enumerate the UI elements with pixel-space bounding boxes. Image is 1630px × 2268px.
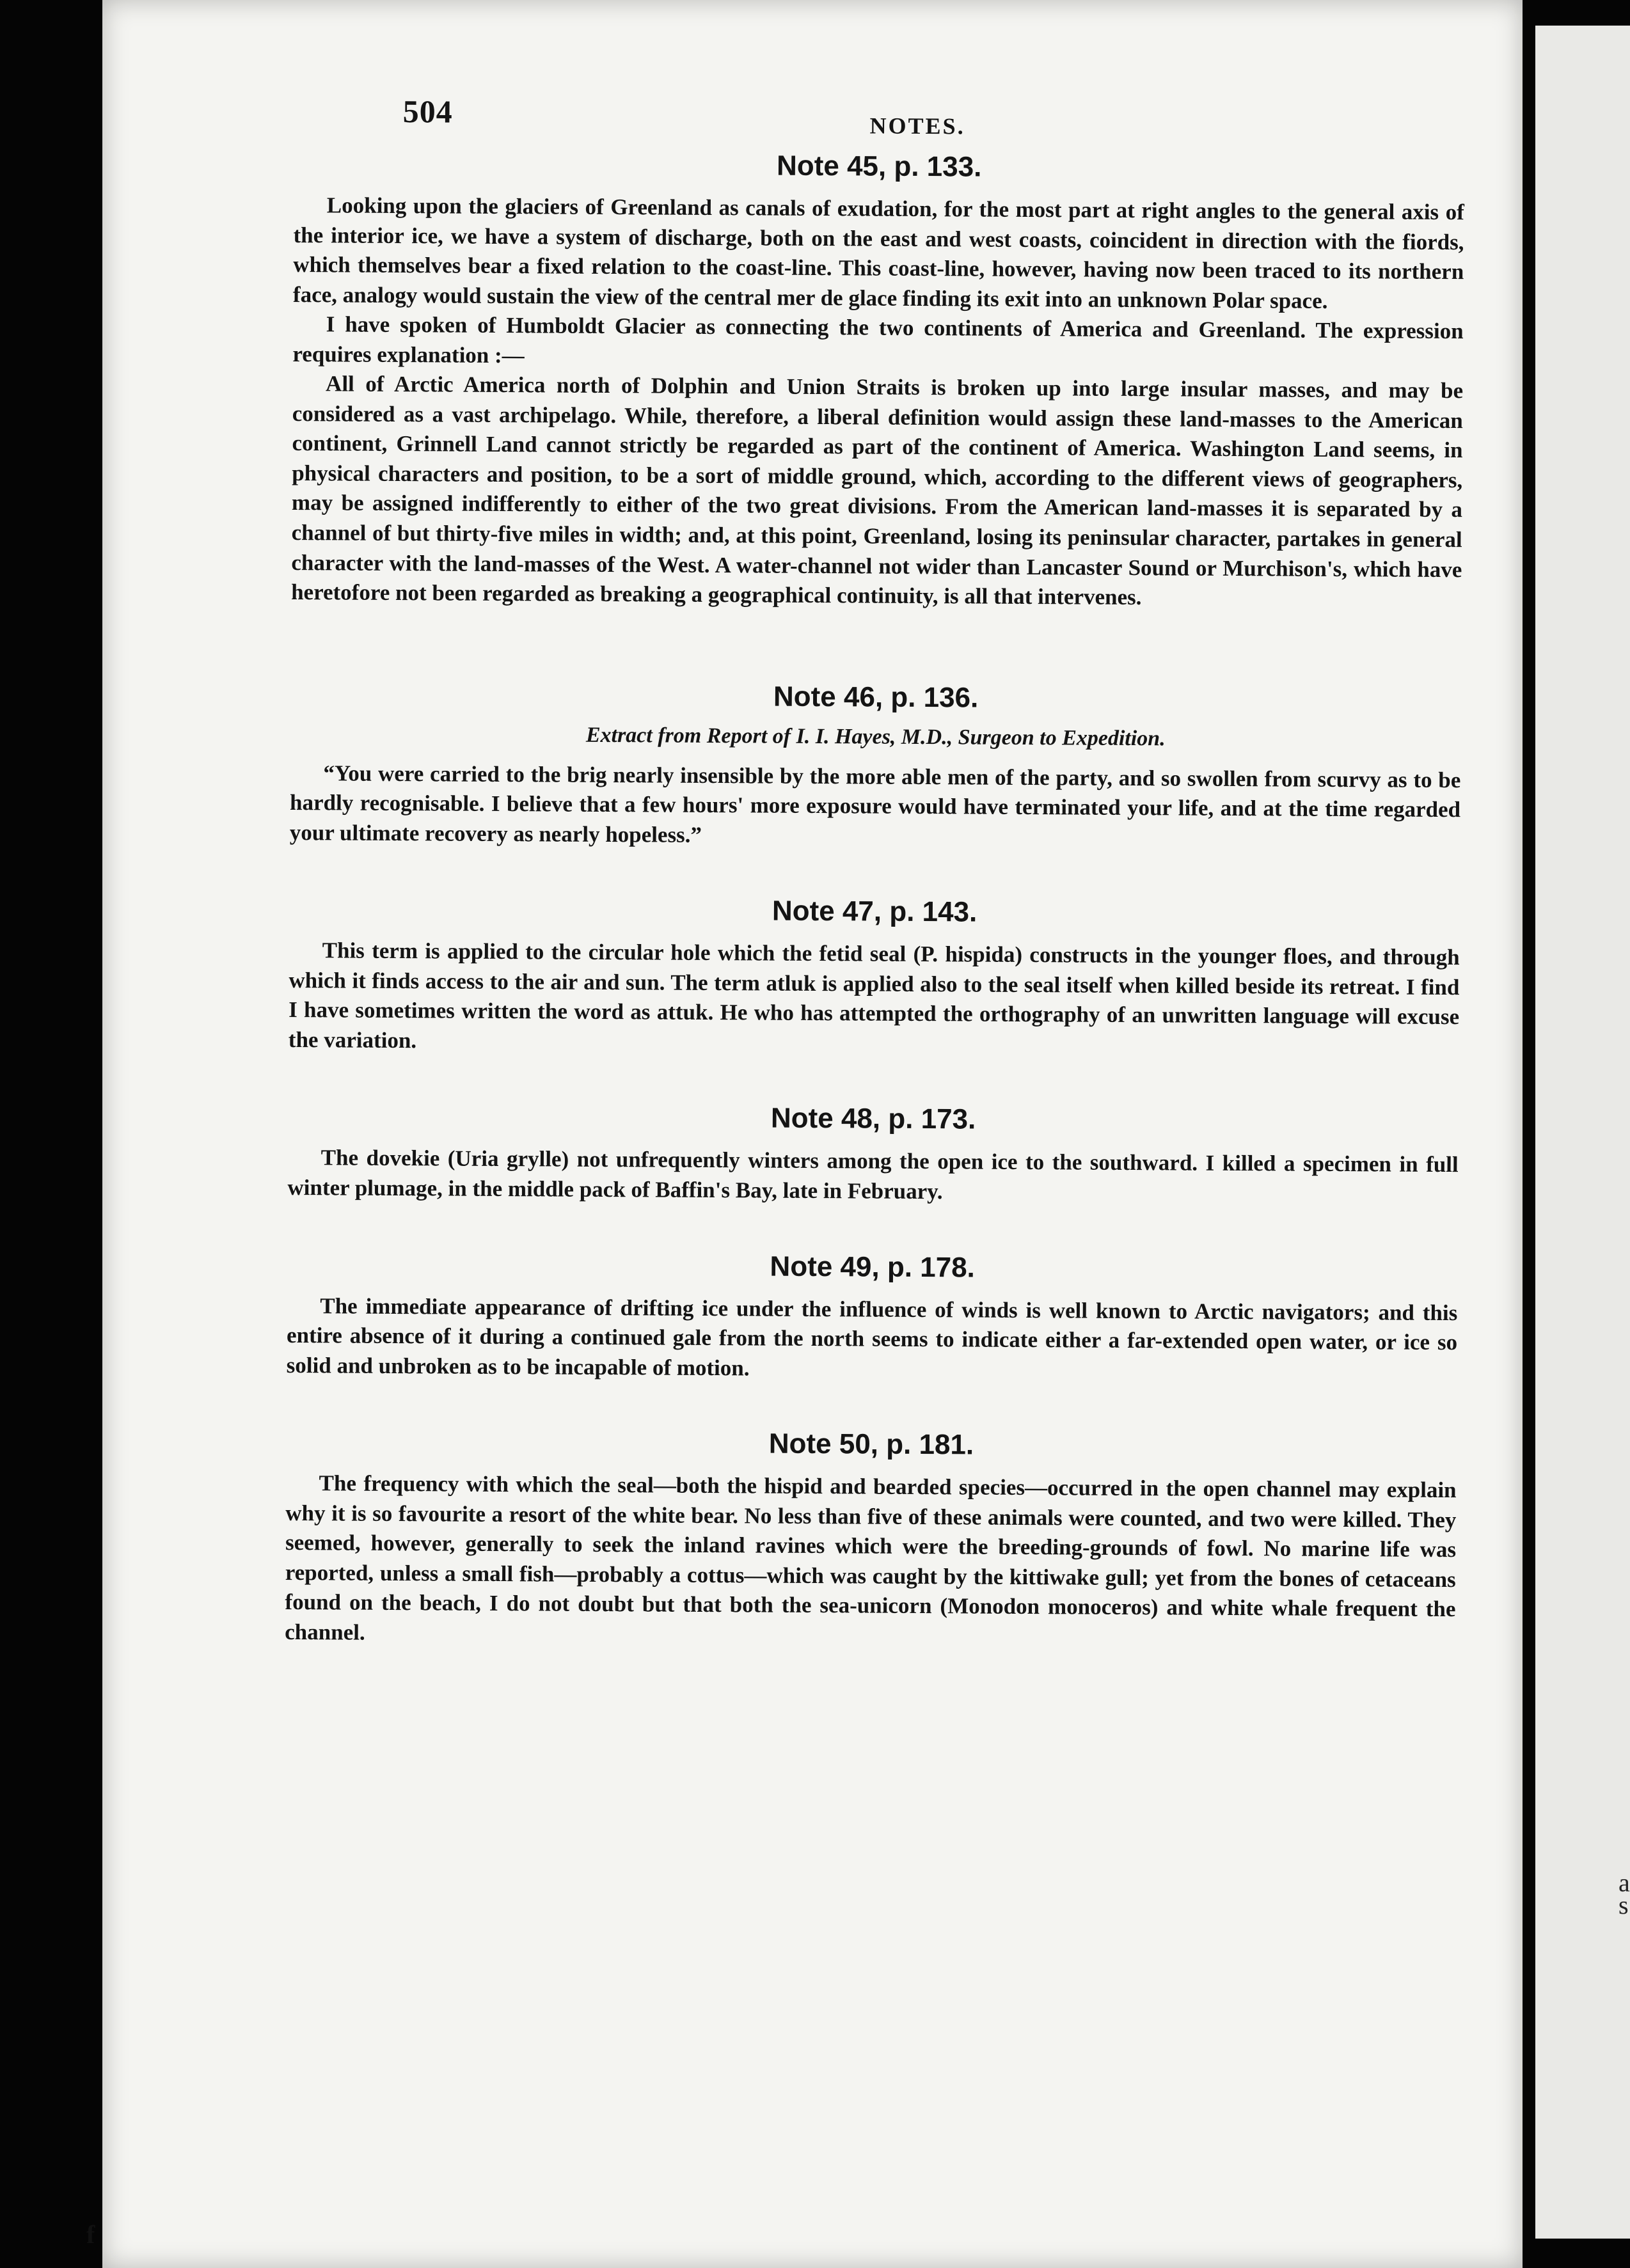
running-title: NOTES. (869, 113, 965, 139)
note-heading: Note 50, p. 181. (768, 1428, 974, 1461)
note-paragraph: The frequency with which the seal—both the hispid and bearded species—occurred in the open channel may explain why it is so favourite a resort of the white bear. No less than five of these animals were counted, and two were killed. They seemed, however, generally to seek the inland ravines which were the breeding-grounds of fowl. No marine life was reported, unless a small fish—probably a cottus—which was caught by the kittiwake gull; yet from the bones of cetaceans found on the beach, I do not doubt but that both the sea-unicorn (Monodon monoceros) and white whale frequent the channel. (285, 1470, 1457, 1645)
adjacent-page-edge (1535, 26, 1630, 2239)
note-46 (290, 678, 1462, 855)
note-heading: Note 46, p. 136. (773, 681, 979, 714)
margin-mark: f (86, 2220, 95, 2249)
book-page (102, 0, 1523, 2268)
note-heading: Note 49, p. 178. (770, 1250, 976, 1284)
note-paragraph: I have spoken of Humboldt Glacier as connecting the two continents of America and Greenland. The expression requires explanation :— (292, 311, 1464, 368)
note-48 (287, 1099, 1459, 1209)
note-heading: Note 48, p. 173. (770, 1103, 976, 1136)
note-paragraph: This term is applied to the circular hole which the fetid seal (P. hispida) constructs in the younger floes, and through which it finds access to the air and sun. The term atluk is applied also to the seal itself when killed beside its retreat. I find I have sometimes written the word as attuk. He who has attempted the orthography of an unwritten language will excuse the variation. (288, 938, 1460, 1053)
note-47 (289, 892, 1460, 1062)
adjacent-page-fragment: s (1618, 1891, 1629, 1919)
note-heading: Note 47, p. 143. (771, 895, 977, 928)
note-paragraph: “You were carried to the brig nearly insensible by the more able men of the party, and so swollen from scurvy as to be hardly recognisable. I believe that a few hours' more exposure would have terminated your life, and at the time regarded your ultimate recovery as nearly hopeless.” (289, 760, 1461, 847)
note-45 (291, 147, 1464, 615)
note-49 (287, 1248, 1458, 1388)
note-heading: Note 45, p. 133. (776, 150, 982, 183)
note-paragraph: All of Arctic America north of Dolphin and Union Straits is broken up into large insular masses, and may be considered as a vast archipelago. While, therefore, a liberal definition would assign these land-masses to the American continent, Grinnell Land cannot strictly be regarded as part of the continent of America. Washington Land seems, in physical characters and position, to be a sort of middle ground, which, according to the different views of geographers, may be assigned indifferently to either of the two great divisions. From the American land-masses it is separated by a channel of but thirty-five miles in width; and, at this point, Greenland, losing its peninsular character, partakes in general character with the land-masses of the West. A water-channel not wider than Lancaster Sound or Murchison's, which have heretofore not been regarded as breaking a geographical continuity, is all that intervenes. (291, 371, 1464, 610)
note-paragraph: The dovekie (Uria grylle) not unfrequently winters among the open ice to the southward. I killed a specimen in full winter plumage, in the middle pack of Baffin's Bay, late in February. (287, 1145, 1459, 1204)
page-content (285, 83, 1465, 1655)
page-number: 504 (402, 93, 453, 130)
adjacent-page-fragment: a (1618, 1868, 1630, 1897)
running-head (294, 83, 1465, 154)
note-paragraph: The immediate appearance of drifting ice under the influence of winds is well known to Arctic navigators; and this entire absence of it during a continued gale from the north seems to indicate either a far-extended open water, or ice so solid and unbroken as to be incapable of motion. (286, 1293, 1458, 1381)
note-subheading: Extract from Report of I. I. Hayes, M.D., Surgeon to Expedition. (585, 723, 1166, 750)
note-50 (285, 1425, 1457, 1654)
note-paragraph: Looking upon the glaciers of Greenland as canals of exudation, for the most part at right angles to the general axis of the interior ice, we have a system of discharge, both on the east and west coasts, coincident in direction with the fiords, which themselves bear a fixed relation to the coast-line. This coast-line, however, having now been traced to its northern face, analogy would sustain the view of the central mer de glace finding its exit into an unknown Polar space. (292, 193, 1464, 313)
